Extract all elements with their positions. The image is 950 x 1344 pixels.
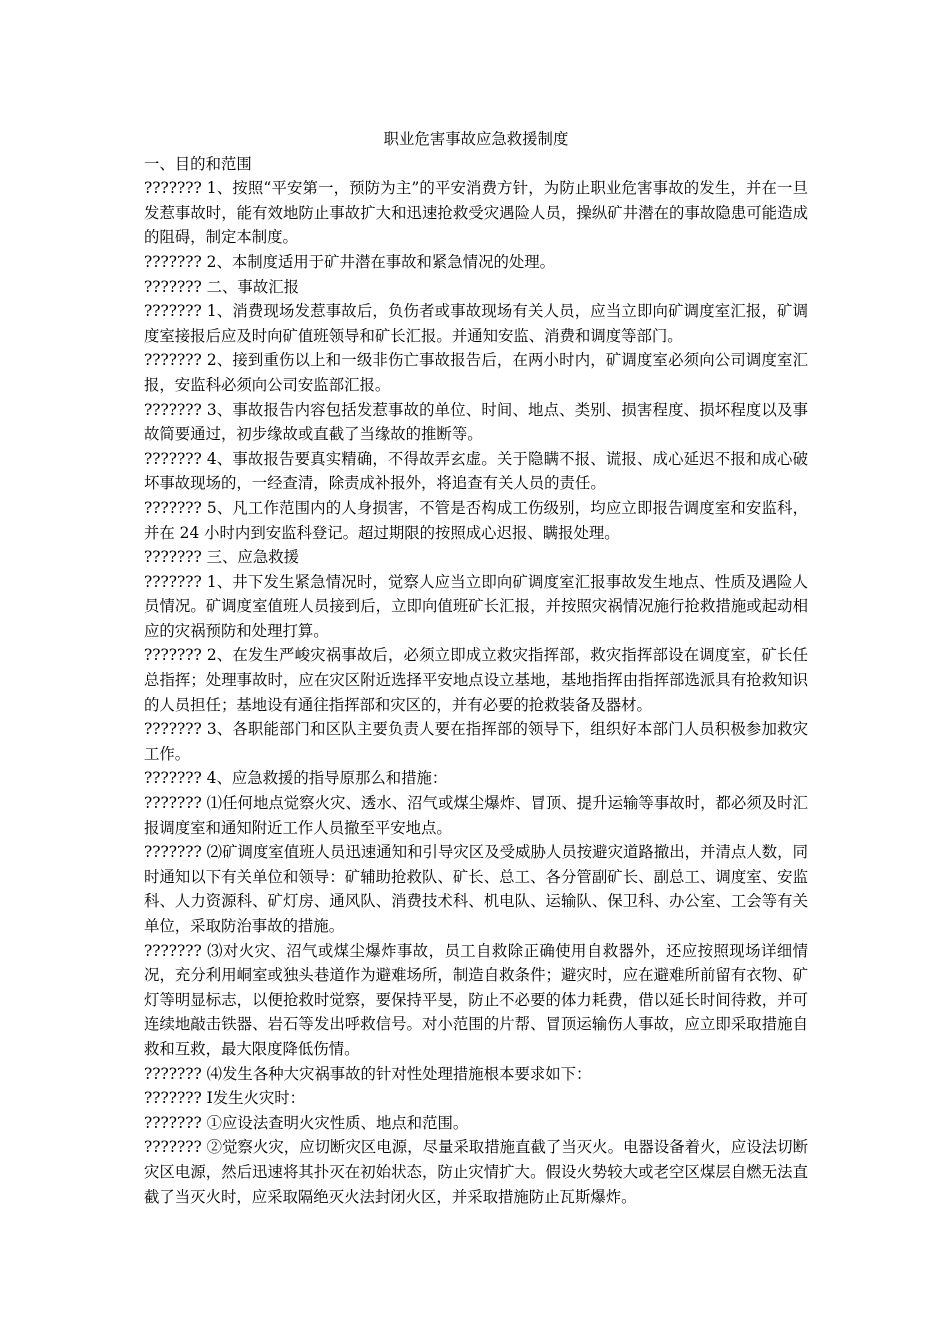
section-heading-report: ??????? 二、事故汇报 xyxy=(144,277,299,296)
paragraph: ??????? 2、接到重伤以上和一级非伤亡事故报告后，在两小时内，矿调度室必须向公司调度室汇报，安监科必须向公司安监部汇报。 xyxy=(144,351,808,394)
paragraph: ??????? 1、井下发生紧急情况时，觉察人应当立即向矿调度室汇报事故发生地点、性质及遇险人员情况。矿调度室值班人员接到后，立即向值班矿长汇报，并按照灾祸情况施行抢救措施或起动相应的灾祸预防和处理打算。 xyxy=(144,572,808,640)
paragraph: ??????? ②觉察火灾，应切断灾区电源，尽量采取措施直截了当灭火。电器设备着火，应设法切断灾区电源，然后迅速将其扑灭在初始状态，防止灾情扩大。假设火势较大或老空区煤层自燃无法直截了当灭火时，应采取隔绝灭火法封闭火区，并采取措施防止瓦斯爆炸。 xyxy=(144,1138,808,1206)
document-page xyxy=(144,127,808,1209)
paragraph: ??????? 5、凡工作范围内的人身损害，不管是否构成工伤级别，均应立即报告调度室和安监科，并在 24 小时内到安监科登记。超过期限的按照成心迟报、瞒报处理。 xyxy=(144,498,808,542)
paragraph: ??????? 2、在发生严峻灾祸事故后，必须立即成立救灾指挥部，救灾指挥部设在调度室，矿长任总指挥；处理事故时，应在灾区附近选择平安地点设立基地，基地指挥由指挥部选派具有抢救知识的人员担任；基地设有通往指挥部和灾区的，并有必要的抢救装备及器材。 xyxy=(144,646,808,714)
paragraph: ??????? 4、事故报告要真实精确，不得故弄玄虚。关于隐瞒不报、谎报、成心延迟不报和成心破坏事故现场的，一经查清，除责成补报外，将追查有关人员的责任。 xyxy=(144,449,808,493)
paragraph: ??????? 2、本制度适用于矿井潜在事故和紧急情况的处理。 xyxy=(144,252,556,271)
paragraph: ??????? ①应设法查明火灾性质、地点和范围。 xyxy=(144,1113,469,1132)
paragraph: ??????? ⑵矿调度室值班人员迅速通知和引导灾区及受威胁人员按避灾道路撤出，并清点人数，同时通知以下有关单位和领导：矿辅助抢救队、矿长、总工、各分管副矿长、副总工、调度室、安监科、人力资源科、矿灯房、通风队、消费技术科、机电队、运输队、保卫科、办公室、工会等有关单位，采取防治事故的措施。 xyxy=(144,843,808,935)
paragraph: ??????? ⑴任何地点觉察火灾、透水、沼气或煤尘爆炸、冒顶、提升运输等事故时，都必须及时汇报调度室和通知附近工作人员撤至平安地点。 xyxy=(144,794,808,837)
paragraph: ??????? 3、各职能部门和区队主要负责人要在指挥部的领导下，组织好本部门人员积极参加救灾工作。 xyxy=(144,720,808,763)
paragraph: ??????? 4、应急救援的指导原那么和措施： xyxy=(144,769,448,788)
paragraph: ??????? 1、按照“平安第一，预防为主”的平安消费方针，为防止职业危害事故的发生，并在一旦发惹事故时，能有效地防止事故扩大和迅速抢救受灾遇险人员，操纵矿井潜在的事故隐患可能造成的阻碍，制定本制度。 xyxy=(144,179,808,247)
paragraph: ??????? 1、消费现场发惹事故后，负伤者或事故现场有关人员，应当立即向矿调度室汇报，矿调度室接报后应及时向矿值班领导和矿长汇报。并通知安监、消费和调度等部门。 xyxy=(144,302,808,345)
paragraph: ??????? 3、事故报告内容包括发惹事故的单位、时间、地点、类别、损害程度、损坏程度以及事故简要通过，初步缘故或直截了当缘故的推断等。 xyxy=(144,400,808,444)
paragraph: ??????? Ⅰ发生火灾时： xyxy=(144,1089,306,1108)
paragraph: ??????? ⑷发生各种大灾祸事故的针对性处理措施根本要求如下： xyxy=(144,1064,592,1083)
document-title: 职业危害事故应急救援制度 xyxy=(383,130,569,148)
section-heading-purpose: 一、目的和范围 xyxy=(144,154,252,173)
paragraph: ??????? ⑶对火灾、沼气或煤尘爆炸事故，员工自救除正确使用自救器外，还应按照现场详细情况，充分利用峒室或独头巷道作为避难场所，制造自救条件；避灾时，应在避难所前留有衣物、矿灯等明显标志，以便抢救时觉察，要保持平旻，防止不必要的体力耗费，借以延长时间待救，并可连续地敲击铁器、岩石等发出呼救信号。对小范围的片帮、冒顶运输伤人事故，应立即采取措施自救和互救，最大限度降低伤情。 xyxy=(144,941,808,1058)
section-heading-rescue: ??????? 三、应急救援 xyxy=(144,548,299,567)
